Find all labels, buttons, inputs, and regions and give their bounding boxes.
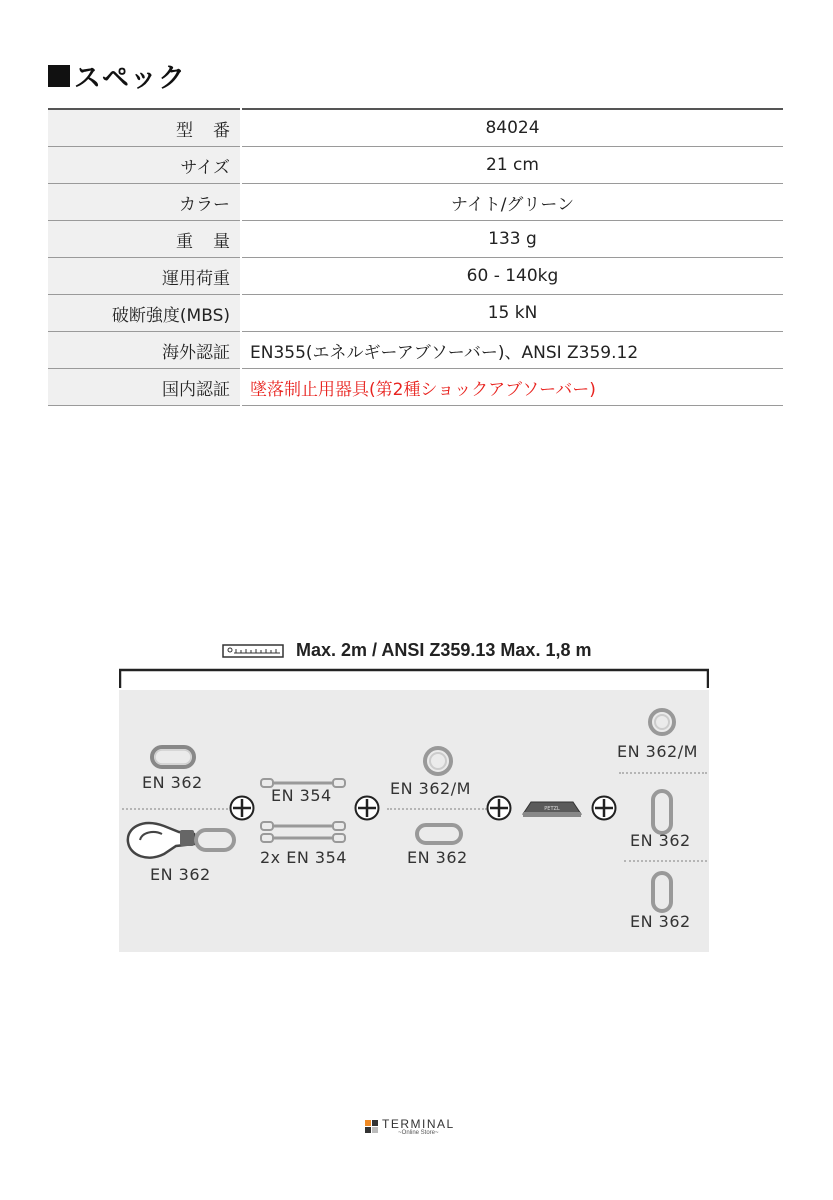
- spec-value-model: 84024: [241, 109, 783, 147]
- carabiner-icon: [149, 744, 197, 770]
- spec-label-size: サイズ: [48, 147, 241, 184]
- spec-value-working-load: 60 - 140kg: [241, 258, 783, 295]
- plus-icon: [591, 795, 617, 821]
- spec-label-breaking-strength: 破断強度(MBS): [48, 295, 241, 332]
- label-en362m-col4: EN 362/M: [617, 742, 698, 761]
- snap-hook-icon: [124, 818, 239, 866]
- table-row: [48, 258, 783, 295]
- label-en362-col3: EN 362: [407, 848, 468, 867]
- terminal-logo-icon: [365, 1120, 379, 1134]
- spec-label-model: 型番: [176, 120, 250, 141]
- spec-value-size: 21 cm: [241, 147, 783, 184]
- table-row: [48, 221, 783, 258]
- logo-main-text: TERMINAL: [382, 1117, 455, 1131]
- carabiner-icon: [414, 822, 464, 846]
- plus-icon: [486, 795, 512, 821]
- quicklink-icon: [646, 706, 678, 738]
- table-row: [48, 369, 783, 406]
- label-en354-top: EN 354: [271, 786, 332, 805]
- spec-value-breaking-strength: 15 kN: [241, 295, 783, 332]
- length-bracket: [119, 668, 709, 688]
- dotted-line: [387, 808, 487, 810]
- spec-label-working-load: 運用荷重: [48, 258, 241, 295]
- table-row: [48, 332, 783, 369]
- spec-label-domestic-cert: 国内認証: [48, 369, 241, 406]
- table-row: [48, 109, 783, 147]
- table-row: [48, 147, 783, 184]
- absorber-brand-text: PETZL: [544, 806, 560, 812]
- spec-label-intl-cert: 海外認証: [48, 332, 241, 369]
- spec-value-domestic-cert: 墜落制止用器具(第2種ショックアブソーバー): [241, 369, 783, 406]
- energy-absorber-icon: [521, 798, 583, 820]
- store-logo: [365, 1118, 455, 1137]
- spec-value-color: ナイト/グリーン: [241, 184, 783, 221]
- dotted-line: [619, 772, 707, 774]
- section-heading-text: スペック: [74, 63, 186, 94]
- system-diagram-panel: [119, 690, 709, 952]
- label-en362-col4-bottom: EN 362: [630, 912, 691, 931]
- section-heading: [48, 56, 186, 95]
- table-row: [48, 184, 783, 221]
- spec-table: [48, 108, 783, 406]
- logo-sub-text: ~Online Store~: [398, 1130, 439, 1136]
- square-bullet-icon: [48, 65, 70, 87]
- diagram-title-text: Max. 2m / ANSI Z359.13 Max. 1,8 m: [296, 640, 592, 660]
- label-en362-col1-bottom: EN 362: [150, 865, 211, 884]
- label-en362-col1-top: EN 362: [142, 773, 203, 792]
- tape-measure-icon: [222, 643, 284, 659]
- plus-icon: [229, 795, 255, 821]
- oval-carabiner-icon: [650, 870, 674, 914]
- dotted-line: [624, 860, 707, 862]
- dotted-line: [122, 808, 232, 810]
- spec-value-intl-cert: EN355(エネルギーアブソーバー)、ANSI Z359.12: [241, 332, 783, 369]
- label-en362-col4-mid: EN 362: [630, 831, 691, 850]
- table-row: [48, 295, 783, 332]
- label-en362m-col3: EN 362/M: [390, 779, 471, 798]
- oval-carabiner-icon: [650, 788, 674, 836]
- label-2x-en354: 2x EN 354: [260, 848, 347, 867]
- spec-label-color: カラー: [48, 184, 241, 221]
- quicklink-icon: [421, 744, 455, 778]
- spec-value-weight: 133 g: [241, 221, 783, 258]
- twin-lanyard-icon: [259, 820, 347, 844]
- plus-icon: [354, 795, 380, 821]
- diagram-title: [222, 640, 591, 661]
- spec-label-weight: 重量: [176, 231, 250, 252]
